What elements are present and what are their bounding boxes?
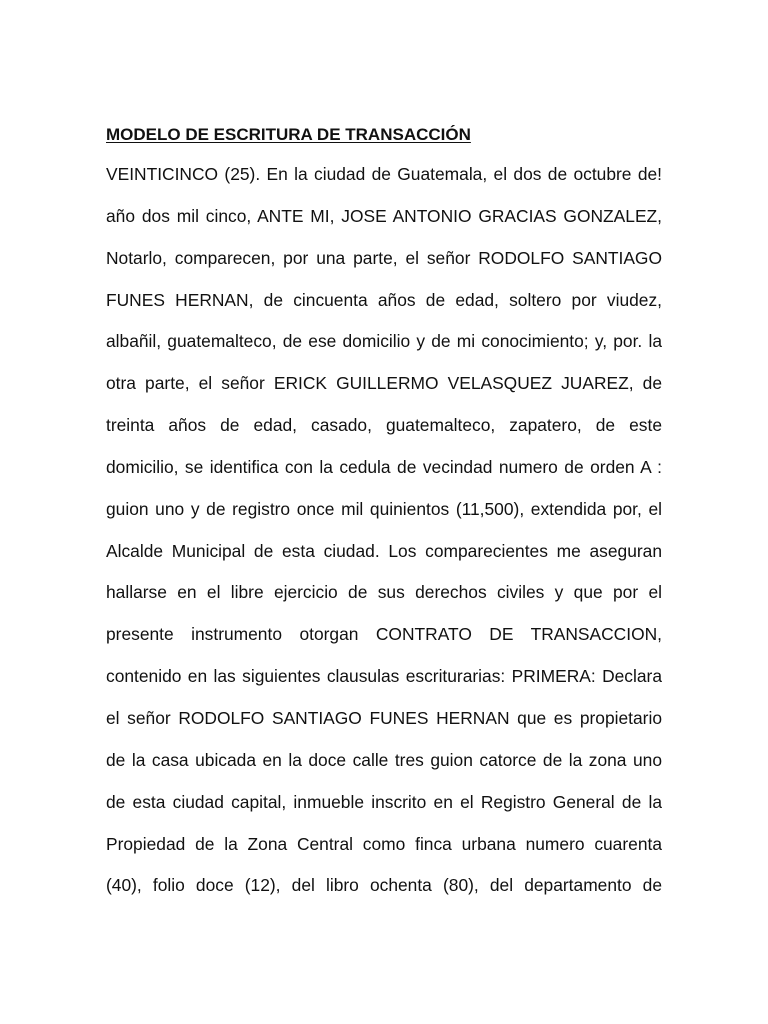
body-line: de esta ciudad capital, inmueble inscrito en el Registro General de la [106, 791, 662, 812]
body-line: Notarlo, comparecen, por una parte, el señor RODOLFO SANTIAGO [106, 247, 662, 268]
body-line: albañil, guatemalteco, de ese domicilio y de mi conocimiento; y, por. la [106, 331, 662, 352]
document-body [106, 162, 662, 915]
body-line: treinta años de edad, casado, guatemalteco, zapatero, de este [106, 415, 662, 436]
body-line: domicilio, se identifica con la cedula de vecindad numero de orden A : [106, 456, 662, 477]
body-line: VEINTICINCO (25). En la ciudad de Guatemala, el dos de octubre de! [106, 164, 662, 184]
body-line: otra parte, el señor ERICK GUILLERMO VELASQUEZ JUAREZ, de [106, 373, 662, 394]
document-title: MODELO DE ESCRITURA DE TRANSACCIÓN [106, 125, 471, 144]
body-line: FUNES HERNAN, de cincuenta años de edad, soltero por viudez, [106, 289, 662, 310]
body-line: hallarse en el libre ejercicio de sus derechos civiles y que por el [106, 582, 662, 603]
body-line: (40), folio doce (12), del libro ochenta (80), del departamento de [106, 875, 662, 896]
body-line: Propiedad de la Zona Central como finca urbana numero cuarenta [106, 833, 662, 854]
body-line: el señor RODOLFO SANTIAGO FUNES HERNAN que es propietario [106, 707, 662, 728]
body-line: presente instrumento otorgan CONTRATO DE TRANSACCION, [106, 624, 662, 645]
body-line: Alcalde Municipal de esta ciudad. Los comparecientes me aseguran [106, 540, 662, 561]
body-line: guion uno y de registro once mil quinientos (11,500), extendida por, el [106, 498, 662, 519]
body-line: contenido en las siguientes clausulas escriturarias: PRIMERA: Declara [106, 666, 662, 687]
body-line: año dos mil cinco, ANTE MI, JOSE ANTONIO GRACIAS GONZALEZ, [106, 205, 662, 226]
body-line: de la casa ubicada en la doce calle tres guion catorce de la zona uno [106, 749, 662, 770]
